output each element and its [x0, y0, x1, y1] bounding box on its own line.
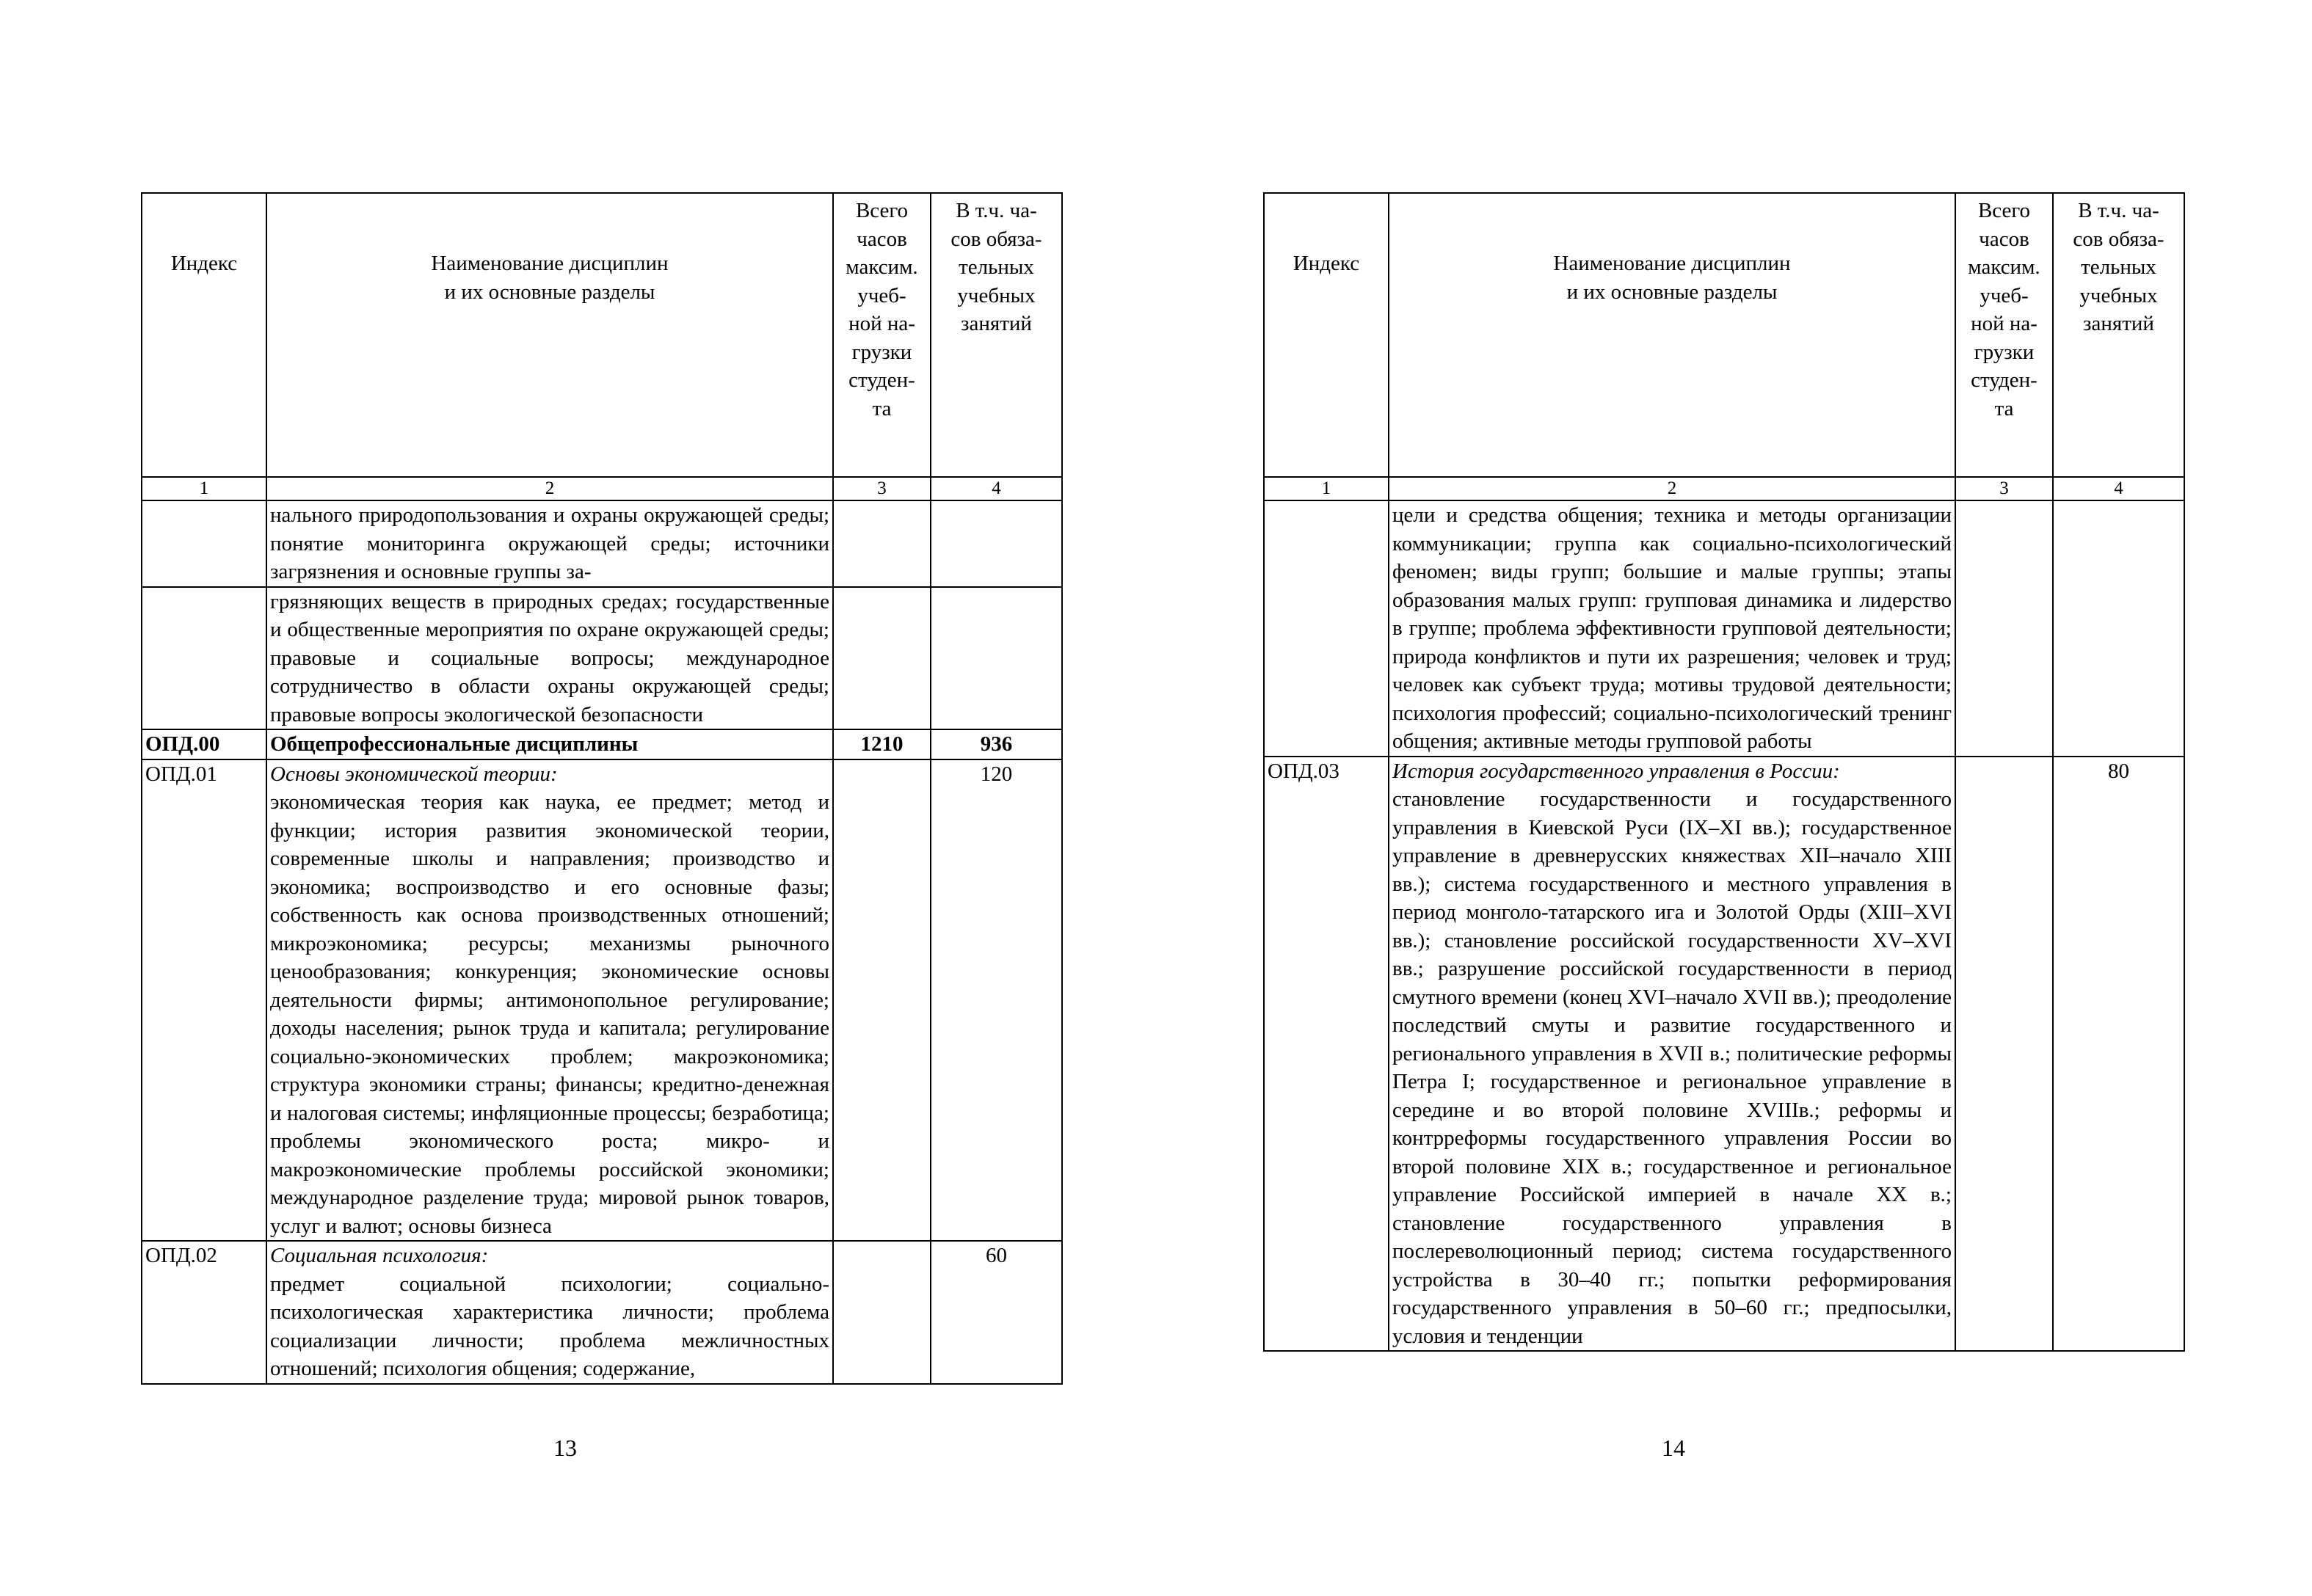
row-text: [1389, 757, 1955, 1352]
row-text: [266, 587, 833, 730]
section-row: [142, 729, 1062, 759]
row-total: [833, 759, 931, 1242]
table-row: [142, 759, 1062, 1242]
row-text: [1389, 500, 1955, 757]
row-code: [142, 500, 266, 587]
discipline-title: Основы экономической теории:: [270, 762, 558, 786]
row-body: грязняющих веществ в природных средах; государственные и общественные мероприятия по охране окружающей среды; правовые и социальные вопросы; международное сотрудничество в области охраны окружающей среды; правовые вопросы экологической безопасности: [270, 589, 829, 726]
row-body: нального природопользования и охраны окружающей среды; понятие мониторинга окружающей среды; источники загрязнения и основные группы за-: [270, 503, 829, 583]
row-body: становление государственности и государственного управления в Киевской Руси (IX–XI вв.); государственное управление в древнерусских княжествах XII–начало XIII вв.); система государственного и местного управления в период монголо-татарского ига и Золотой Орды (XIII–XVI вв.); становление российской государственности XV–XVI вв.; разрушение российской государственности в период смутного времени (конец XVI–начало XVII вв.); преодоление последствий смуты и развитие государственного и регионального управления в XVII в.; политические реформы Петра I; государственное и региональное управление в середине и во второй половине XVIIIв.; реформы и контрреформы государственного управления России во второй половине XIX в.; государственное и региональное управление Российской империей в начале XX в.; становление государственного управления в послереволюционный период; система государственного устройства в 30–40 гг.; попытки реформирования государственного управления в 50–60 гг.; предпосылки, условия и тенденции: [1392, 787, 1952, 1348]
column-number-row: [142, 477, 1062, 500]
discipline-title: Социальная психология:: [270, 1244, 489, 1267]
row-text: [266, 500, 833, 587]
row-total: [1955, 757, 2053, 1352]
header-total: Всего часов максим. учеб- ной на- грузки студен- та: [1955, 193, 2053, 477]
row-mandatory: [2053, 500, 2184, 757]
section-title: Общепрофессиональные дисциплины: [270, 732, 639, 756]
col-number: 2: [1389, 477, 1955, 500]
table-row: [142, 500, 1062, 587]
row-text: [266, 759, 833, 1242]
header-name: Наименование дисциплин и их основные разделы: [1389, 193, 1955, 477]
col-number: 3: [1955, 477, 2053, 500]
row-body: экономическая теория как наука, ее предмет; метод и функции; история развития экономической теории, современные школы и направления; производство и экономика; воспроизводство и его основные фазы; собственность как основа производственных отношений; микроэкономика; ресурсы; механизмы рыночного ценообразования; конкуренция; экономические основы деятельности фирмы; антимонопольное регулирование; доходы населения; рынок труда и капитала; регулирование социально-экономических проблем; макроэкономика; структура экономики страны; финансы; кредитно-денежная и налоговая системы; инфляционные процессы; безработица; проблемы экономического роста; микро- и макроэкономические проблемы российской экономики; международное разделение труда; мировой рынок товаров, услуг и валют; основы бизнеса: [270, 790, 829, 1238]
col-number: 1: [1264, 477, 1389, 500]
table-row: [1264, 500, 2184, 757]
col-number: 4: [2053, 477, 2184, 500]
curriculum-table-left: [141, 192, 1063, 1385]
col-number: 4: [931, 477, 1062, 500]
header-mandatory: В т.ч. ча- сов обяза- тельных учебных занятий: [2053, 193, 2184, 477]
discipline-title: История государственного управления в России:: [1392, 759, 1840, 783]
row-mandatory: 60: [931, 1241, 1062, 1384]
header-index: Индекс: [142, 193, 266, 477]
row-mandatory: 80: [2053, 757, 2184, 1352]
page-number: 14: [1662, 1435, 1685, 1461]
row-code: [1264, 500, 1389, 757]
page-number: 13: [553, 1435, 577, 1461]
row-total: [1955, 500, 2053, 757]
header-total: Всего часов максим. учеб- ной на- грузки студен- та: [833, 193, 931, 477]
row-code: ОПД.00: [142, 729, 266, 759]
row-mandatory: [931, 587, 1062, 730]
table-header-row: [142, 193, 1062, 477]
row-total: [833, 500, 931, 587]
row-mandatory: [931, 500, 1062, 587]
row-body: предмет социальной психологии; социально-психологическая характеристика личности; проблема социализации личности; проблема межличностных отношений; психология общения; содержание,: [270, 1272, 829, 1380]
col-number: 1: [142, 477, 266, 500]
right-page: [1156, 0, 2312, 1596]
table-row: [142, 587, 1062, 730]
row-text: [266, 729, 833, 759]
row-text: [266, 1241, 833, 1384]
header-name: Наименование дисциплин и их основные разделы: [266, 193, 833, 477]
row-total: 1210: [833, 729, 931, 759]
col-number: 3: [833, 477, 931, 500]
row-code: ОПД.03: [1264, 757, 1389, 1352]
row-mandatory: 936: [931, 729, 1062, 759]
row-total: [833, 587, 931, 730]
row-code: ОПД.02: [142, 1241, 266, 1384]
curriculum-table-right: [1263, 192, 2185, 1352]
table-row: [1264, 757, 2184, 1352]
header-index: Индекс: [1264, 193, 1389, 477]
row-body: цели и средства общения; техника и методы организации коммуникации; группа как социально-психологический феномен; виды групп; большие и малые группы; этапы образования малых групп: групповая динамика и лидерство в группе; проблема эффективности групповой деятельности; природа конфликтов и пути их разрешения; человек и труд; человек как субъект труда; мотивы трудовой деятельности; психология профессий; социально-психологический тренинг общения; активные методы групповой работы: [1392, 503, 1952, 753]
row-code: ОПД.01: [142, 759, 266, 1242]
col-number: 2: [266, 477, 833, 500]
row-code: [142, 587, 266, 730]
table-row: [142, 1241, 1062, 1384]
table-header-row: [1264, 193, 2184, 477]
column-number-row: [1264, 477, 2184, 500]
row-total: [833, 1241, 931, 1384]
row-mandatory: 120: [931, 759, 1062, 1242]
header-mandatory: В т.ч. ча- сов обяза- тельных учебных занятий: [931, 193, 1062, 477]
